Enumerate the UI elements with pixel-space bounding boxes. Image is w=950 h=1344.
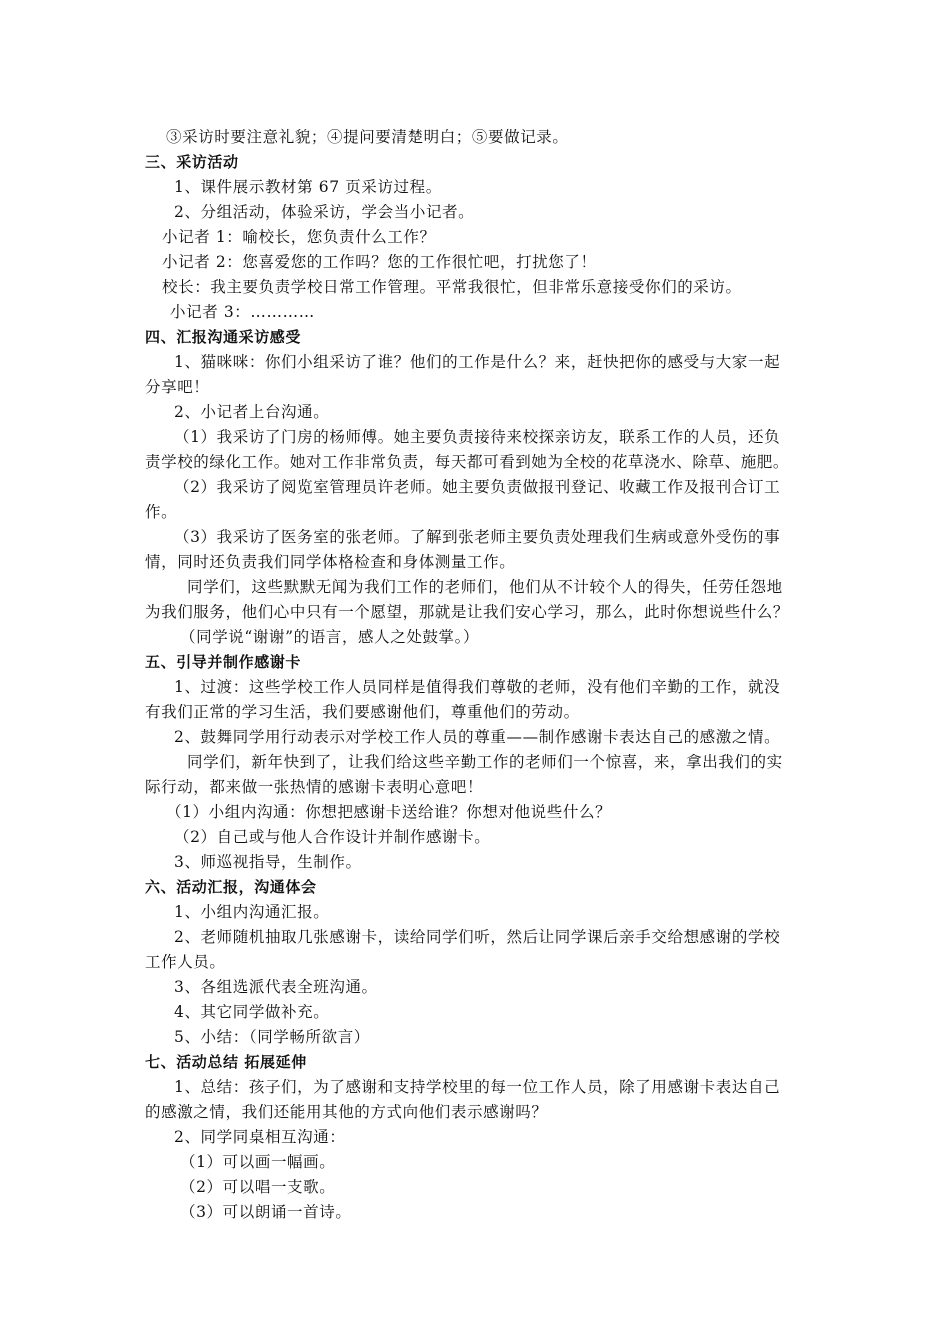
text-line: 责学校的绿化工作。她对工作非常负责，每天都可看到她为全校的花草浇水、除草、施肥。 [145, 453, 790, 471]
text-line: 1、总结：孩子们，为了感谢和支持学校里的每一位工作人员，除了用感谢卡表达自己 [174, 1078, 781, 1096]
text-line: 2、老师随机抽取几张感谢卡，读给同学们听，然后让同学课后亲手交给想感谢的学校 [174, 928, 781, 946]
text-line: 1、小组内沟通汇报。 [174, 903, 330, 921]
text-line: 校长：我主要负责学校日常工作管理。平常我很忙，但非常乐意接受你们的采访。 [162, 278, 742, 296]
text-line: 3、各组选派代表全班沟通。 [174, 978, 378, 996]
text-line: （2）可以唱一支歌。 [180, 1178, 336, 1196]
text-line: 工作人员。 [145, 953, 226, 971]
text-line: 小记者 2：您喜爱您的工作吗？您的工作很忙吧，打扰您了！ [162, 253, 597, 271]
text-line: （1）小组内沟通：你想把感谢卡送给谁？你想对他说些什么？ [166, 803, 612, 821]
text-line: 作。 [145, 503, 178, 521]
text-line: （1）可以画一幅画。 [180, 1153, 336, 1171]
text-line: 1、课件展示教材第 67 页采访过程。 [174, 178, 442, 196]
section-heading-6: 六、活动汇报，沟通体会 [145, 878, 317, 896]
text-line: （3）我采访了医务室的张老师。了解到张老师主要负责处理我们生病或意外受伤的事 [174, 528, 781, 546]
section-heading-3: 三、采访活动 [145, 153, 239, 171]
text-line: 有我们正常的学习生活，我们要感谢他们，尊重他们的劳动。 [145, 703, 580, 721]
text-line: 小记者 1：喻校长，您负责什么工作？ [162, 228, 436, 246]
section-heading-5: 五、引导并制作感谢卡 [145, 653, 302, 671]
text-line: 4、其它同学做补充。 [174, 1003, 330, 1021]
text-line: （2）自己或与他人合作设计并制作感谢卡。 [174, 828, 491, 846]
section-heading-7: 七、活动总结 拓展延伸 [145, 1053, 307, 1071]
text-line: 分享吧！ [145, 378, 210, 396]
text-line: （3）可以朗诵一首诗。 [180, 1203, 352, 1221]
text-line: 2、分组活动，体验采访，学会当小记者。 [174, 203, 475, 221]
text-line: 小记者 3：………… [170, 303, 315, 321]
text-line: 5、小结：（同学畅所欲言） [174, 1028, 370, 1046]
text-line: 际行动，都来做一张热情的感谢卡表明心意吧！ [145, 778, 484, 796]
text-line: 同学们，这些默默无闻为我们工作的老师们，他们从不计较个人的得失，任劳任怨地 [187, 578, 783, 596]
text-line: 情，同时还负责我们同学体格检查和身体测量工作。 [145, 553, 516, 571]
text-line: 同学们，新年快到了，让我们给这些辛勤工作的老师们一个惊喜，来，拿出我们的实 [187, 753, 783, 771]
text-line: 1、过渡：这些学校工作人员同样是值得我们尊敬的老师，没有他们辛勤的工作，就没 [174, 678, 781, 696]
text-line: 2、小记者上台沟通。 [174, 403, 330, 421]
section-heading-4: 四、汇报沟通采访感受 [145, 328, 302, 346]
text-line: 为我们服务，他们心中只有一个愿望，那就是让我们安心学习，那么，此时你想说些什么？ [145, 603, 790, 621]
text-line: 2、鼓舞同学用行动表示对学校工作人员的尊重——制作感谢卡表达自己的感激之情。 [174, 728, 781, 746]
text-line: 1、猫咪咪：你们小组采访了谁？他们的工作是什么？来，赶快把你的感受与大家一起 [174, 353, 781, 371]
text-line: （同学说“谢谢”的语言，感人之处鼓掌。） [180, 628, 480, 646]
text-line: 2、同学同桌相互沟通： [174, 1128, 346, 1146]
text-line: （2）我采访了阅览室管理员许老师。她主要负责做报刊登记、收藏工作及报刊合订工 [174, 478, 781, 496]
text-line: （1）我采访了门房的杨师傅。她主要负责接待来校探亲访友，联系工作的人员，还负 [174, 428, 781, 446]
text-line: 3、师巡视指导，生制作。 [174, 853, 362, 871]
text-line: 的感激之情，我们还能用其他的方式向他们表示感谢吗？ [145, 1103, 548, 1121]
text-line: ③采访时要注意礼貌；④提问要清楚明白；⑤要做记录。 [166, 128, 569, 146]
